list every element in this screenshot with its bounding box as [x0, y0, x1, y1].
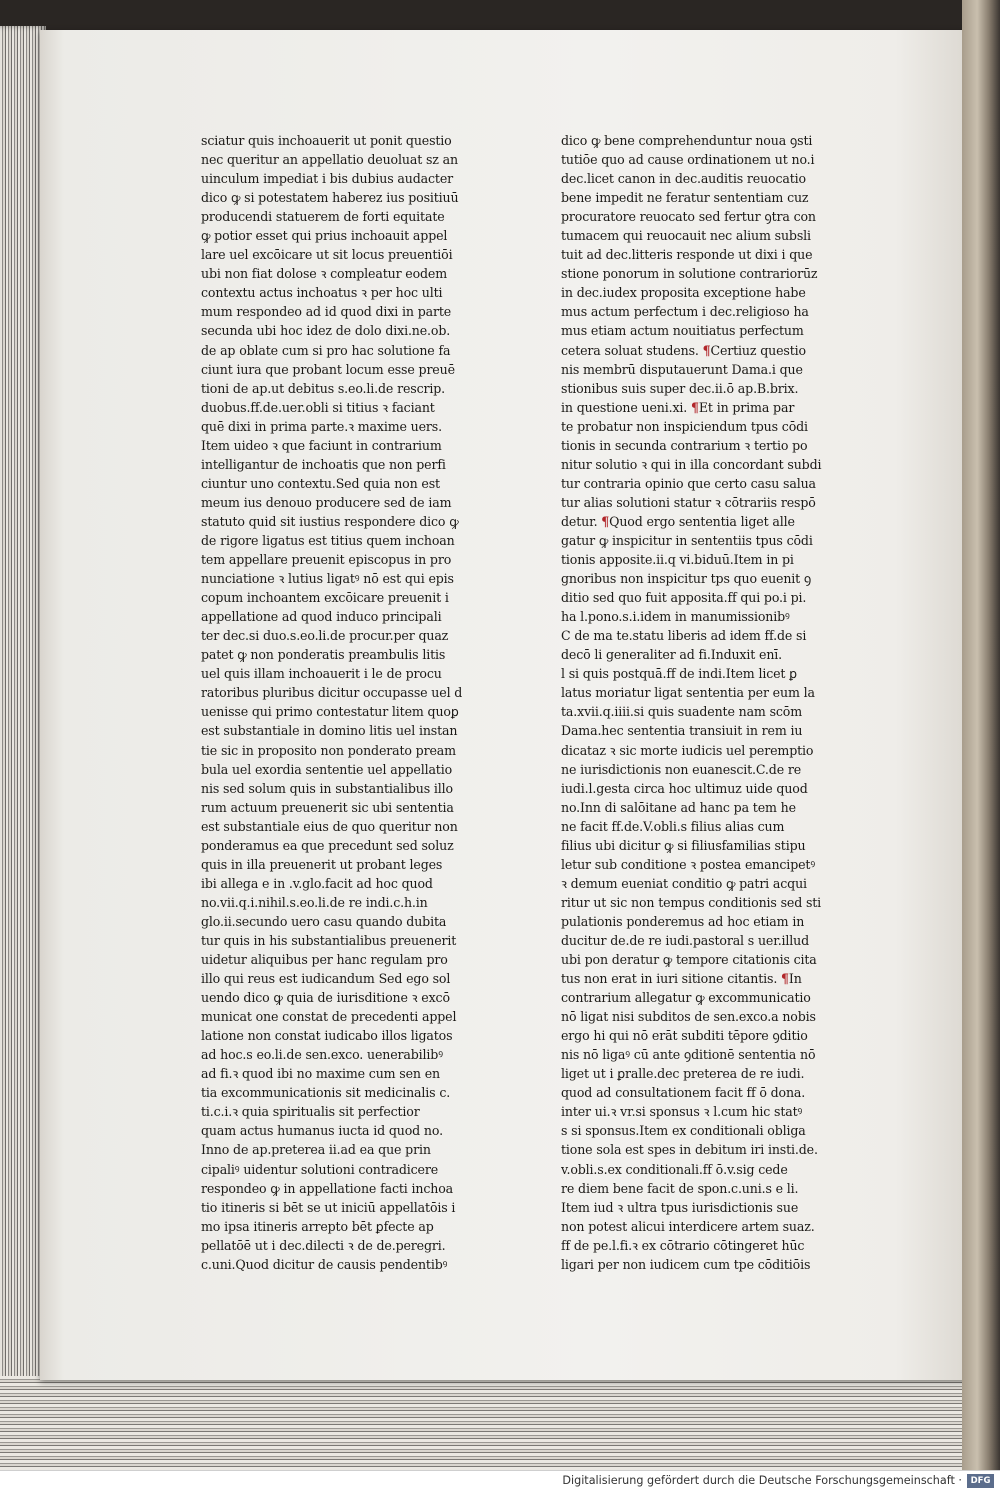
text-line: quē dixi in prima parte.ꝛ maxime uers.	[201, 418, 442, 434]
text-line: inter ui.ꝛ vr.si sponsus ꝛ l.cum hic statꝰ	[561, 1104, 803, 1120]
text-line: est substantiale in domino litis uel instan	[201, 723, 458, 739]
facing-page-edge	[962, 0, 1000, 1470]
text-line: latus moriatur ligat sententia per eum la	[561, 685, 815, 701]
text-line: bula uel exordia sententie uel appellatio	[201, 761, 453, 777]
text-line: mum respondeo ad id quod dixi in parte	[201, 304, 452, 320]
text-line: secunda ubi hoc idez de dolo dixi.ne.ob.	[201, 323, 451, 339]
text-line: uinculum impediat i bis dubius audacter	[201, 171, 453, 187]
text-line: uenisse qui primo contestatur litem quoꝑ	[201, 704, 459, 720]
text-line: uidetur aliquibus per hanc regulam pro	[201, 952, 448, 968]
text-line: copum inchoantem excōicare preuenit i	[201, 590, 449, 606]
text-line: no.vii.q.i.nihil.s.eo.li.de re indi.c.h.in	[201, 894, 428, 910]
text-line: nec queritur an appellatio deuoluat sz an	[201, 152, 458, 168]
text-line: liget ut i ꝑralle.dec preterea de re iudi.	[561, 1066, 805, 1082]
text-line: tutiōe quo ad cause ordinationem ut no.i	[561, 152, 815, 168]
text-line: ciuntur uno contextu.Sed quia non est	[201, 475, 440, 491]
text-line: appellatione ad quod induco principali	[201, 609, 442, 625]
text-line: ritur ut sic non tempus conditionis sed sti	[561, 894, 822, 910]
text-line: ꝛ demum eueniat conditio ꝙ patri acqui	[561, 875, 807, 891]
text-line: tio itineris si bēt se ut iniciū appellatōis i	[201, 1199, 456, 1215]
text-line: stione ponorum in solutione contrariorūz	[561, 266, 818, 282]
text-line: tionis apposite.ii.q vi.biduū.Item in pi	[561, 552, 794, 568]
text-line: C de ma te.statu liberis ad idem ff.de si	[561, 628, 807, 644]
text-line: tus non erat in iuri sitione citantis. ¶In	[561, 971, 802, 987]
text-line: ha l.pono.s.i.idem in manumissionibꝰ	[561, 609, 790, 625]
text-line: iudi.l.gesta circa hoc ultimuz uide quod	[561, 780, 808, 796]
text-line: est substantiale eius de quo queritur non	[201, 818, 458, 834]
footer-bar	[0, 1470, 1000, 1492]
text-line: mo ipsa itineris arrepto bēt ꝑfecte ap	[201, 1218, 434, 1234]
text-line: ad hoc.s eo.li.de sen.exco. uenerabilibꝰ	[201, 1047, 443, 1063]
text-line: Inno de ap.preterea ii.ad ea que prin	[201, 1142, 431, 1158]
text-line: tur contraria opinio que certo casu salua	[561, 475, 816, 491]
text-line: Dama.hec sententia transiuit in rem iu	[561, 723, 803, 739]
text-line: rum actuum preuenerit sic ubi sententia	[201, 799, 454, 815]
text-line: Item iud ꝛ ultra tpus iurisdictionis sue	[561, 1199, 799, 1215]
text-line: ne iurisdictionis non euanescit.C.de re	[561, 761, 802, 777]
text-line: lare uel excōicare ut sit locus preuentiōi	[201, 247, 453, 263]
text-line: tumacem qui reuocauit nec alium subsli	[561, 228, 811, 244]
text-line: ꝙ potior esset qui prius inchoauit appel	[201, 228, 448, 244]
text-line: quod ad consultationem facit ff ō dona.	[561, 1085, 806, 1101]
text-line: letur sub conditione ꝛ postea emancipetꝰ	[561, 856, 815, 872]
text-line: ubi non fiat dolose ꝛ compleatur eodem	[201, 266, 448, 282]
dfg-logo-icon: DFG	[967, 1474, 994, 1488]
text-line: tur alias solutioni statur ꝛ cōtrariis respō	[561, 494, 816, 510]
text-line: tioni de ap.ut debitus s.eo.li.de rescrip.	[201, 380, 445, 396]
text-line: ergo hi qui nō erāt subditi tēpore ꝯditio	[561, 1028, 808, 1044]
text-line: glo.ii.secundo uero casu quando dubita	[201, 913, 447, 929]
text-line: statuto quid sit iustius respondere dico ꝙ	[201, 513, 459, 529]
text-line: non potest alicui interdicere artem suaz.	[561, 1218, 815, 1234]
text-line: ciunt iura que probant locum esse preuē	[201, 361, 455, 377]
text-line: latione non constat iudicabo illos ligatos	[201, 1028, 453, 1044]
text-line: municat one constat de precedenti appel	[201, 1009, 457, 1025]
text-line: nitur solutio ꝛ qui in illa concordant subdi	[561, 456, 822, 472]
text-line: mus etiam actum nouitiatus perfectum	[561, 323, 804, 339]
text-line: detur. ¶Quod ergo sententia liget alle	[561, 513, 795, 529]
text-line: dicataz ꝛ sic morte iudicis uel peremptio	[561, 742, 814, 758]
text-line: respondeo ꝙ in appellatione facti inchoa	[201, 1180, 453, 1196]
text-line: decō li generaliter ad fi.Induxit enī.	[561, 647, 783, 663]
text-line: ponderamus ea que precedunt sed soluz	[201, 837, 454, 853]
text-line: tionis in secunda contrarium ꝛ tertio po	[561, 437, 808, 453]
rubric-mark: ¶	[601, 513, 610, 529]
rubric-mark: ¶	[691, 399, 699, 415]
text-line: gnoribus non inspicitur tps quo euenit ꝯ	[561, 571, 812, 587]
text-line: filius ubi dicitur ꝙ si filiusfamilias stipu	[561, 837, 806, 853]
rubric-mark: ¶	[702, 342, 711, 358]
text-line: bene impedit ne feratur sententiam cuz	[561, 190, 809, 206]
text-column-left	[201, 131, 471, 1274]
text-line: procuratore reuocato sed fertur ꝯtra con	[561, 209, 816, 225]
text-line: mus actum perfectum i dec.religioso ha	[561, 304, 809, 320]
text-line: dico ꝙ bene comprehenduntur noua ꝯsti	[561, 133, 813, 148]
text-line: contextu actus inchoatus ꝛ per hoc ulti	[201, 285, 443, 301]
text-line: cetera soluat studens. ¶Certiuz questio	[561, 342, 806, 358]
text-line: in questione ueni.xi. ¶Et in prima par	[561, 399, 795, 415]
text-line: Item uideo ꝛ que faciunt in contrarium	[201, 437, 442, 453]
text-line: te probatur non inspiciendum tpus cōdi	[561, 418, 808, 434]
rubric-mark: ¶	[781, 971, 789, 987]
text-line: tur quis in his substantialibus preuenerit	[201, 932, 457, 948]
text-line: producendi statuerem de forti equitate	[201, 209, 445, 225]
text-line: ta.xvii.q.iiii.si quis suadente nam scōm	[561, 704, 803, 720]
text-line: intelligantur de inchoatis que non perfi	[201, 456, 446, 472]
text-line: ducitur de.de re iudi.pastoral s uer.illud	[561, 932, 810, 948]
text-line: v.obli.s.ex conditionali.ff ō.v.sig cede	[561, 1161, 788, 1177]
text-line: s si sponsus.Item ex conditionali obliga	[561, 1123, 806, 1139]
text-line: de rigore ligatus est titius quem inchoan	[201, 532, 455, 548]
text-line: meum ius denouo producere sed de iam	[201, 494, 452, 510]
text-line: uendo dico ꝙ quia de iurisditione ꝛ excō	[201, 990, 450, 1006]
text-line: uel quis illam inchoauerit i le de procu	[201, 666, 442, 682]
text-line: nō ligat nisi subditos de sen.exco.a nobis	[561, 1009, 816, 1025]
text-line: in dec.iudex proposita exceptione habe	[561, 285, 806, 301]
text-line: tia excommunicationis sit medicinalis c.	[201, 1085, 451, 1101]
text-line: de ap oblate cum si pro hac solutione fa	[201, 342, 451, 358]
text-line: contrarium allegatur ꝙ excommunicatio	[561, 990, 811, 1006]
funding-note: Digitalisierung gefördert durch die Deutsche Forschungsgemeinschaft ·	[562, 1474, 962, 1487]
text-line: nunciatione ꝛ lutius ligatꝰ nō est qui epis	[201, 571, 454, 587]
text-line: ubi pon deratur ꝙ tempore citationis cita	[561, 952, 817, 968]
text-line: nis nō ligaꝰ cū ante ꝯditionē sententia nō	[561, 1047, 816, 1063]
text-line: dec.licet canon in dec.auditis reuocatio	[561, 171, 806, 187]
text-line: nis sed solum quis in substantialibus illo	[201, 780, 453, 796]
text-line: patet ꝙ non ponderatis preambulis litis	[201, 647, 446, 663]
text-line: ti.c.i.ꝛ quia spiritualis sit perfectior	[201, 1104, 420, 1120]
text-line: ad fi.ꝛ quod ibi no maxime cum sen en	[201, 1066, 441, 1082]
text-line: pulationis ponderemus ad hoc etiam in	[561, 913, 805, 929]
text-line: ne facit ff.de.V.obli.s filius alias cum	[561, 818, 785, 834]
text-line: nis membrū disputauerunt Dama.i que	[561, 361, 803, 377]
text-line: pellatōē ut i dec.dilecti ꝛ de de.peregri.	[201, 1237, 446, 1253]
text-line: ff de pe.l.fi.ꝛ ex cōtrario cōtingeret hūc	[561, 1237, 805, 1253]
stacked-page-edges-bottom	[0, 1376, 980, 1470]
text-line: tuit ad dec.litteris responde ut dixi i que	[561, 247, 813, 263]
text-line: dico ꝙ si potestatem haberez ius positiuū	[201, 190, 459, 206]
text-line: tie sic in proposito non ponderato pream	[201, 742, 456, 758]
text-line: ibi allega e in .v.glo.facit ad hoc quod	[201, 875, 433, 891]
text-line: stionibus suis super dec.ii.ō ap.B.brix.	[561, 380, 799, 396]
text-line: ligari per non iudicem cum tpe cōditiōis	[561, 1256, 811, 1272]
text-line: tione sola est spes in debitum iri insti.de.	[561, 1142, 818, 1158]
text-line: ter dec.si duo.s.eo.li.de procur.per quaz	[201, 628, 449, 644]
text-line: sciatur quis inchoauerit ut ponit questio	[201, 133, 452, 148]
text-line: cipaliꝰ uidentur solutioni contradicere	[201, 1161, 439, 1177]
text-line: ratoribus pluribus dicitur occupasse uel d	[201, 685, 463, 701]
text-line: c.uni.Quod dicitur de causis pendentibꝰ	[201, 1256, 448, 1272]
text-line: gatur ꝙ inspicitur in sententiis tpus cōdi	[561, 532, 813, 548]
text-line: quis in illa preuenerit ut probant leges	[201, 856, 443, 872]
text-line: tem appellare preuenit episcopus in pro	[201, 552, 452, 568]
text-line: quam actus humanus iucta id quod no.	[201, 1123, 443, 1139]
text-line: l si quis postquā.ff de indi.Item licet ꝑ	[561, 666, 798, 682]
text-line: ditio sed quo fuit apposita.ff qui po.i pi.	[561, 590, 807, 606]
text-line: illo qui reus est iudicandum Sed ego sol	[201, 971, 451, 987]
text-column-right	[561, 131, 831, 1274]
text-line: no.Inn di salōitane ad hanc pa tem he	[561, 799, 796, 815]
text-line: re diem bene facit de spon.c.uni.s e li.	[561, 1180, 799, 1196]
text-line: duobus.ff.de.uer.obli si titius ꝛ faciant	[201, 399, 435, 415]
